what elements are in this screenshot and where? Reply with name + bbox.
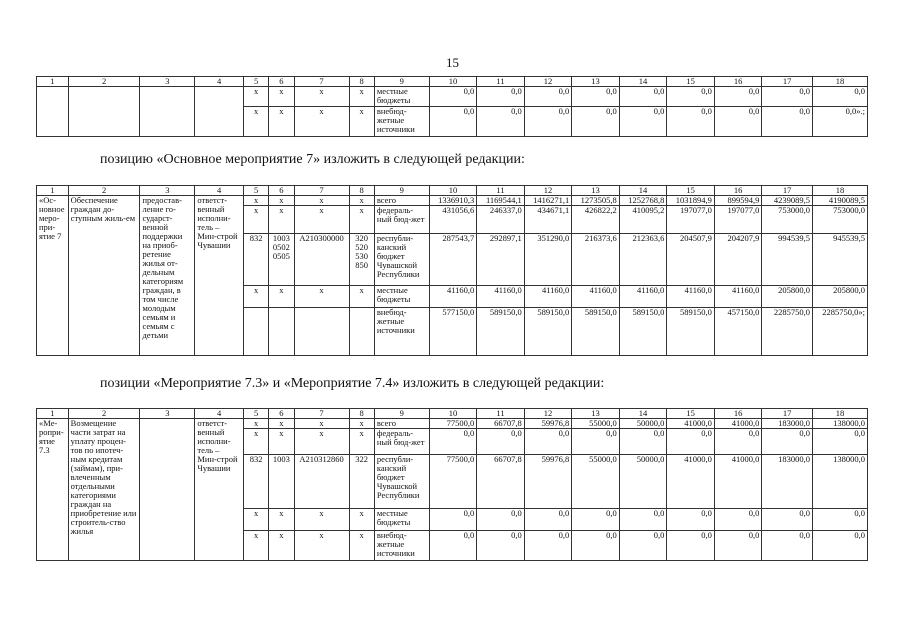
column-number-cell: 13: [572, 186, 620, 196]
amount-cell: 1252768,8: [619, 196, 667, 206]
amount-cell: 0,0: [762, 429, 813, 455]
column-number-row: [37, 77, 868, 87]
code-cell: x: [294, 429, 349, 455]
heading-events-7-3-7-4: позиции «Мероприятие 7.3» и «Мероприятие 7.4» изложить в следующей редакции:: [100, 376, 605, 391]
empty-cell: [37, 87, 69, 137]
column-number-cell: 4: [195, 186, 244, 196]
column-number-cell: 14: [619, 186, 667, 196]
column-number-cell: 5: [243, 77, 268, 87]
column-number-cell: 4: [195, 409, 244, 419]
code-cell: x: [243, 531, 268, 561]
code-cell: x: [349, 419, 374, 429]
amount-cell: 77500,0: [429, 455, 477, 509]
amount-cell: 0,0: [572, 531, 620, 561]
amount-cell: 0,0: [619, 87, 667, 107]
amount-cell: 577150,0: [429, 308, 477, 356]
amount-cell: 0,0: [429, 509, 477, 531]
amount-cell: 0,0: [762, 509, 813, 531]
column-number-cell: 7: [294, 77, 349, 87]
funding-source-cell: внебюд-жетные источники: [374, 107, 429, 137]
amount-cell: 0,0: [524, 107, 572, 137]
code-cell: x: [349, 206, 374, 234]
code-cell: x: [243, 429, 268, 455]
budget-table-main-event-7: [36, 185, 868, 356]
amount-cell: 2285750,0»;: [813, 308, 868, 356]
column-number-cell: 16: [714, 77, 762, 87]
code-cell: 832: [243, 234, 268, 286]
amount-cell: 0,0: [477, 107, 525, 137]
code-cell: x: [294, 107, 349, 137]
column-number-cell: 18: [813, 186, 868, 196]
code-cell: x: [243, 196, 268, 206]
amount-cell: 0,0: [429, 531, 477, 561]
code-cell: x: [269, 531, 294, 561]
amount-cell: 589150,0: [477, 308, 525, 356]
table-row: [37, 196, 868, 206]
table-row: [37, 419, 868, 429]
column-number-cell: 6: [269, 77, 294, 87]
column-number-cell: 3: [140, 409, 195, 419]
code-cell: x: [349, 429, 374, 455]
column-number-cell: 9: [374, 186, 429, 196]
amount-cell: 205800,0: [762, 286, 813, 308]
amount-cell: 1169544,1: [477, 196, 525, 206]
amount-cell: 0,0: [429, 107, 477, 137]
empty-cell: [195, 87, 244, 137]
code-cell: 322: [349, 455, 374, 509]
amount-cell: 0,0: [572, 107, 620, 137]
column-number-cell: 10: [429, 77, 477, 87]
amount-cell: 0,0: [714, 87, 762, 107]
amount-cell: 0,0: [667, 509, 715, 531]
column-number-cell: 1: [37, 77, 69, 87]
amount-cell: 41160,0: [714, 286, 762, 308]
column-number-cell: 2: [68, 409, 140, 419]
amount-cell: 0,0: [813, 429, 868, 455]
amount-cell: 4190089,5: [813, 196, 868, 206]
amount-cell: 204207,9: [714, 234, 762, 286]
amount-cell: 66707,8: [477, 419, 525, 429]
amount-cell: 59976,8: [524, 419, 572, 429]
amount-cell: 899594,9: [714, 196, 762, 206]
amount-cell: 41160,0: [524, 286, 572, 308]
amount-cell: 50000,0: [619, 419, 667, 429]
program-cell-c1: «Ос-новное меро-при-ятие 7: [37, 196, 69, 356]
amount-cell: 212363,6: [619, 234, 667, 286]
amount-cell: 41000,0: [714, 455, 762, 509]
code-cell: x: [349, 87, 374, 107]
amount-cell: 205800,0: [813, 286, 868, 308]
column-number-cell: 11: [477, 186, 525, 196]
code-cell: x: [269, 286, 294, 308]
column-number-cell: 2: [68, 186, 140, 196]
empty-cell: [68, 87, 140, 137]
amount-cell: 0,0: [477, 509, 525, 531]
amount-cell: 0,0: [477, 429, 525, 455]
program-cell-c2: Возмещение части затрат на уплату процен-тов по ипотеч-ным кредитам (займам), при-влеченным отдельными категориями граждан на приобретение или строитель-ство жилья: [68, 419, 140, 561]
budget-table-continuation: [36, 76, 868, 137]
column-number-cell: 1: [37, 186, 69, 196]
amount-cell: 77500,0: [429, 419, 477, 429]
amount-cell: 0,0: [524, 87, 572, 107]
column-number-cell: 16: [714, 409, 762, 419]
amount-cell: 431056,6: [429, 206, 477, 234]
funding-source-cell: внебюд-жетные источники: [374, 531, 429, 561]
code-cell: x: [349, 286, 374, 308]
amount-cell: 0,0: [667, 429, 715, 455]
amount-cell: 0,0: [813, 531, 868, 561]
amount-cell: 589150,0: [619, 308, 667, 356]
column-number-cell: 12: [524, 77, 572, 87]
column-number-cell: 6: [269, 186, 294, 196]
empty-cell: [140, 87, 195, 137]
column-number-cell: 16: [714, 186, 762, 196]
program-cell-c2: Обеспечение граждан до-ступным жиль-ем: [68, 196, 140, 356]
amount-cell: 0,0: [667, 531, 715, 561]
amount-cell: 0,0: [619, 531, 667, 561]
code-cell: x: [294, 206, 349, 234]
code-cell: x: [349, 531, 374, 561]
amount-cell: 41160,0: [477, 286, 525, 308]
column-number-cell: 13: [572, 77, 620, 87]
code-cell: x: [349, 509, 374, 531]
amount-cell: 0,0: [813, 509, 868, 531]
column-number-cell: 11: [477, 77, 525, 87]
code-cell: x: [243, 107, 268, 137]
code-cell: x: [294, 531, 349, 561]
code-cell: x: [269, 419, 294, 429]
column-number-cell: 3: [140, 77, 195, 87]
amount-cell: 1273505,8: [572, 196, 620, 206]
column-number-cell: 18: [813, 409, 868, 419]
amount-cell: 66707,8: [477, 455, 525, 509]
column-number-cell: 3: [140, 186, 195, 196]
amount-cell: 434671,1: [524, 206, 572, 234]
program-cell-c3: [140, 419, 195, 561]
column-number-cell: 2: [68, 77, 140, 87]
code-cell: x: [269, 509, 294, 531]
funding-source-cell: местные бюджеты: [374, 87, 429, 107]
column-number-cell: 14: [619, 77, 667, 87]
column-number-cell: 17: [762, 186, 813, 196]
amount-cell: 0,0: [619, 107, 667, 137]
column-number-cell: 6: [269, 409, 294, 419]
funding-source-cell: местные бюджеты: [374, 286, 429, 308]
column-number-cell: 9: [374, 77, 429, 87]
amount-cell: 753000,0: [762, 206, 813, 234]
amount-cell: 41160,0: [572, 286, 620, 308]
amount-cell: 0,0: [572, 429, 620, 455]
amount-cell: 1416271,1: [524, 196, 572, 206]
amount-cell: 0,0».;: [813, 107, 868, 137]
column-number-cell: 15: [667, 409, 715, 419]
amount-cell: 183000,0: [762, 419, 813, 429]
amount-cell: 426822,2: [572, 206, 620, 234]
funding-source-cell: республи-канский бюджет Чувашской Республики: [374, 455, 429, 509]
code-cell: x: [269, 429, 294, 455]
column-number-cell: 5: [243, 409, 268, 419]
page-number: 15: [446, 55, 459, 70]
amount-cell: 0,0: [667, 107, 715, 137]
amount-cell: 292897,1: [477, 234, 525, 286]
program-cell-c4: ответст-венный исполни-тель – Мин-строй Чувашии: [195, 419, 244, 561]
amount-cell: 0,0: [714, 509, 762, 531]
amount-cell: 41160,0: [667, 286, 715, 308]
code-cell: A210312860: [294, 455, 349, 509]
code-cell: x: [243, 87, 268, 107]
code-cell: x: [349, 107, 374, 137]
code-cell: x: [269, 87, 294, 107]
code-cell: x: [294, 509, 349, 531]
amount-cell: 246337,0: [477, 206, 525, 234]
code-cell: x: [294, 286, 349, 308]
code-cell: [349, 308, 374, 356]
column-number-row: [37, 409, 868, 419]
amount-cell: 457150,0: [714, 308, 762, 356]
amount-cell: 41000,0: [667, 455, 715, 509]
budget-table-event-7-3: [36, 408, 868, 561]
code-cell: [294, 308, 349, 356]
column-number-cell: 9: [374, 409, 429, 419]
amount-cell: 138000,0: [813, 455, 868, 509]
column-number-cell: 15: [667, 77, 715, 87]
column-number-cell: 12: [524, 186, 572, 196]
column-number-cell: 8: [349, 186, 374, 196]
amount-cell: 0,0: [714, 429, 762, 455]
amount-cell: 287543,7: [429, 234, 477, 286]
amount-cell: 41000,0: [667, 419, 715, 429]
column-number-cell: 10: [429, 186, 477, 196]
amount-cell: 197077,0: [714, 206, 762, 234]
code-cell: x: [243, 509, 268, 531]
amount-cell: 41000,0: [714, 419, 762, 429]
amount-cell: 0,0: [762, 87, 813, 107]
table-row: [37, 87, 868, 107]
code-cell: 1003 0502 0505: [269, 234, 294, 286]
amount-cell: 0,0: [714, 107, 762, 137]
column-number-cell: 13: [572, 409, 620, 419]
amount-cell: 0,0: [572, 87, 620, 107]
amount-cell: 0,0: [714, 531, 762, 561]
amount-cell: 0,0: [813, 87, 868, 107]
column-number-row: [37, 186, 868, 196]
funding-source-cell: местные бюджеты: [374, 509, 429, 531]
amount-cell: 0,0: [619, 429, 667, 455]
column-number-cell: 15: [667, 186, 715, 196]
column-number-cell: 8: [349, 409, 374, 419]
amount-cell: 0,0: [524, 531, 572, 561]
amount-cell: 138000,0: [813, 419, 868, 429]
column-number-cell: 4: [195, 77, 244, 87]
column-number-cell: 1: [37, 409, 69, 419]
column-number-cell: 10: [429, 409, 477, 419]
program-cell-c1: «Ме-ропри-ятие 7.3: [37, 419, 69, 561]
amount-cell: 55000,0: [572, 455, 620, 509]
amount-cell: 994539,5: [762, 234, 813, 286]
code-cell: x: [349, 196, 374, 206]
code-cell: 320 520 530 850: [349, 234, 374, 286]
program-cell-c3: предостав-ление го-сударст-венной поддержки на приоб-ретение жилья от-дельным категориям граждан, в том числе молодым семьям и семьям с детьми: [140, 196, 195, 356]
amount-cell: 1031894,9: [667, 196, 715, 206]
amount-cell: 0,0: [477, 531, 525, 561]
amount-cell: 0,0: [524, 429, 572, 455]
column-number-cell: 8: [349, 77, 374, 87]
funding-source-cell: всего: [374, 196, 429, 206]
amount-cell: 0,0: [619, 509, 667, 531]
code-cell: x: [243, 419, 268, 429]
amount-cell: 55000,0: [572, 419, 620, 429]
amount-cell: 59976,8: [524, 455, 572, 509]
amount-cell: 41160,0: [619, 286, 667, 308]
funding-source-cell: федераль-ный бюд-жет: [374, 206, 429, 234]
column-number-cell: 11: [477, 409, 525, 419]
code-cell: x: [243, 206, 268, 234]
code-cell: x: [269, 107, 294, 137]
column-number-cell: 7: [294, 409, 349, 419]
amount-cell: 0,0: [429, 429, 477, 455]
amount-cell: 0,0: [667, 87, 715, 107]
amount-cell: 0,0: [572, 509, 620, 531]
amount-cell: 589150,0: [572, 308, 620, 356]
code-cell: x: [294, 196, 349, 206]
column-number-cell: 18: [813, 77, 868, 87]
column-number-cell: 7: [294, 186, 349, 196]
funding-source-cell: федераль-ный бюд-жет: [374, 429, 429, 455]
amount-cell: 183000,0: [762, 455, 813, 509]
code-cell: 1003: [269, 455, 294, 509]
amount-cell: 589150,0: [524, 308, 572, 356]
amount-cell: 0,0: [524, 509, 572, 531]
column-number-cell: 5: [243, 186, 268, 196]
amount-cell: 204507,9: [667, 234, 715, 286]
code-cell: 832: [243, 455, 268, 509]
column-number-cell: 12: [524, 409, 572, 419]
amount-cell: 0,0: [477, 87, 525, 107]
amount-cell: 41160,0: [429, 286, 477, 308]
funding-source-cell: республи-канский бюджет Чувашской Республики: [374, 234, 429, 286]
column-number-cell: 17: [762, 77, 813, 87]
amount-cell: 197077,0: [667, 206, 715, 234]
amount-cell: 945539,5: [813, 234, 868, 286]
amount-cell: 4239089,5: [762, 196, 813, 206]
column-number-cell: 17: [762, 409, 813, 419]
amount-cell: 410095,2: [619, 206, 667, 234]
column-number-cell: 14: [619, 409, 667, 419]
amount-cell: 0,0: [429, 87, 477, 107]
amount-cell: 0,0: [762, 531, 813, 561]
amount-cell: 50000,0: [619, 455, 667, 509]
code-cell: x: [294, 87, 349, 107]
amount-cell: 753000,0: [813, 206, 868, 234]
program-cell-c4: ответст-венный исполни-тель – Мин-строй Чувашии: [195, 196, 244, 356]
amount-cell: 2285750,0: [762, 308, 813, 356]
amount-cell: 0,0: [762, 107, 813, 137]
amount-cell: 351290,0: [524, 234, 572, 286]
heading-main-event-7: позицию «Основное мероприятие 7» изложить в следующей редакции:: [100, 152, 525, 167]
code-cell: x: [243, 286, 268, 308]
code-cell: x: [269, 196, 294, 206]
amount-cell: 589150,0: [667, 308, 715, 356]
amount-cell: 216373,6: [572, 234, 620, 286]
funding-source-cell: внебюд-жетные источники: [374, 308, 429, 356]
code-cell: x: [294, 419, 349, 429]
code-cell: x: [269, 206, 294, 234]
code-cell: [269, 308, 294, 356]
amount-cell: 1336910,3: [429, 196, 477, 206]
code-cell: [243, 308, 268, 356]
funding-source-cell: всего: [374, 419, 429, 429]
code-cell: A210300000: [294, 234, 349, 286]
